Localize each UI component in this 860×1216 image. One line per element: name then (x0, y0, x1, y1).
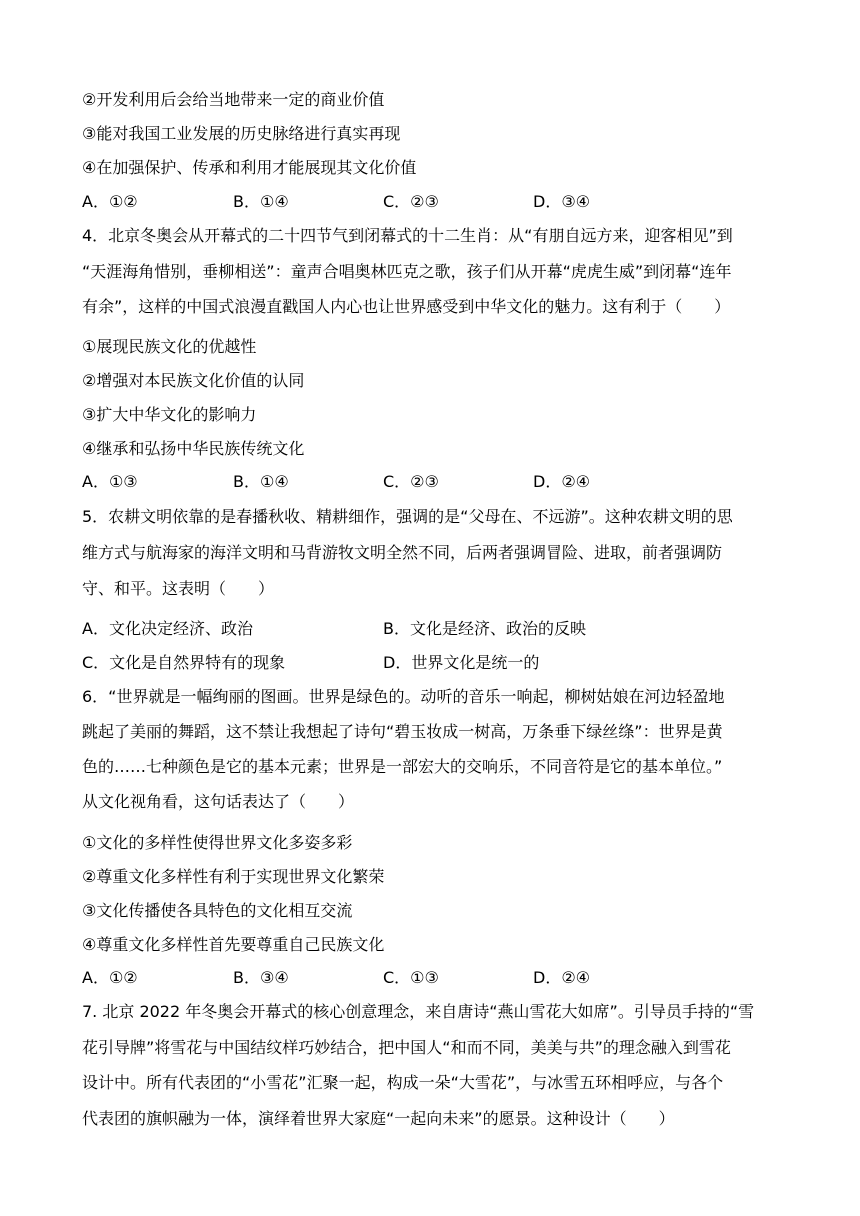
q4-option-d[interactable]: D．②④ (533, 472, 591, 491)
q6-option-a[interactable]: A．①② (82, 968, 138, 987)
q6-item-4: ④尊重文化多样性首先要尊重自己民族文化 (82, 935, 385, 954)
q6-item-2: ②尊重文化多样性有利于实现世界文化繁荣 (82, 867, 385, 886)
q7-stem-line-3: 设计中。所有代表团的“小雪花”汇聚一起，构成一朵“大雪花”，与冰雪五环相呼应，与各个 (82, 1073, 724, 1092)
q3-item-4: ④在加强保护、传承和利用才能展现其文化价值 (82, 158, 417, 177)
q3-option-d[interactable]: D．③④ (533, 192, 591, 211)
q5-stem-line-2: 维方式与航海家的海洋文明和马背游牧文明全然不同，后两者强调冒险、进取，前者强调防 (82, 543, 723, 562)
q3-option-c[interactable]: C．②③ (383, 192, 439, 211)
q3-option-a[interactable]: A．①② (82, 192, 138, 211)
q6-stem-line-2: 跳起了美丽的舞蹈，这不禁让我想起了诗句“碧玉妆成一树高，万条垂下绿丝绦”：世界是黄 (82, 722, 723, 741)
q7-stem-line-4: 代表团的旗帜融为一体，演绎着世界大家庭“一起向未来”的愿景。这种设计（ ） (82, 1109, 675, 1128)
q4-stem-line-1: 4．北京冬奥会从开幕式的二十四节气到闭幕式的十二生肖：从“有朋自远方来，迎客相见”到 (82, 226, 733, 245)
q3-item-2: ②开发利用后会给当地带来一定的商业价值 (82, 90, 385, 109)
q6-stem-line-4: 从文化视角看，这句话表达了（ ） (82, 792, 355, 811)
q4-item-3: ③扩大中华文化的影响力 (82, 405, 257, 424)
q4-option-c[interactable]: C．②③ (383, 472, 439, 491)
q4-stem-line-3: 有余”，这样的中国式浪漫直戳国人内心也让世界感受到中华文化的魅力。这有利于（ ） (82, 297, 731, 316)
q6-stem-line-3: 色的……七种颜色是它的基本元素；世界是一部宏大的交响乐，不同音符是它的基本单位。” (82, 757, 723, 776)
q6-option-b[interactable]: B．③④ (233, 968, 289, 987)
q4-stem-line-2: “天涯海角惜别，垂柳相送”：童声合唱奥林匹克之歌，孩子们从开幕“虎虎生威”到闭幕“连年 (82, 262, 732, 281)
q5-stem-line-1: 5．农耕文明依靠的是春播秋收、精耕细作，强调的是“父母在、不远游”。这种农耕文明的思 (82, 507, 733, 526)
q3-item-3: ③能对我国工业发展的历史脉络进行真实再现 (82, 124, 401, 143)
q4-item-1: ①展现民族文化的优越性 (82, 337, 257, 356)
q6-item-1: ①文化的多样性使得世界文化多姿多彩 (82, 833, 353, 852)
q5-option-d[interactable]: D．世界文化是统一的 (383, 653, 540, 672)
q7-stem-line-1: 7. 北京 2022 年冬奥会开幕式的核心创意理念，来自唐诗“燕山雪花大如席”。引导员手持的“雪 (82, 1002, 755, 1021)
q6-item-3: ③文化传播使各具特色的文化相互交流 (82, 901, 353, 920)
q6-option-d[interactable]: D．②④ (533, 968, 591, 987)
q5-stem-line-3: 守、和平。这表明（ ） (82, 579, 275, 598)
q7-stem-line-2: 花引导牌”将雪花与中国结纹样巧妙结合，把中国人“和而不同，美美与共”的理念融入到雪花 (82, 1038, 731, 1057)
q5-option-c[interactable]: C．文化是自然界特有的现象 (82, 653, 286, 672)
q3-option-b[interactable]: B．①④ (233, 192, 289, 211)
q4-item-2: ②增强对本民族文化价值的认同 (82, 371, 305, 390)
q4-option-b[interactable]: B．①④ (233, 472, 289, 491)
q4-option-a[interactable]: A．①③ (82, 472, 138, 491)
q6-option-c[interactable]: C．①③ (383, 968, 439, 987)
q5-option-a[interactable]: A．文化决定经济、政治 (82, 619, 253, 638)
q6-stem-line-1: 6．“世界就是一幅绚丽的图画。世界是绿色的。动听的音乐一响起，柳树姑娘在河边轻盈地 (82, 687, 725, 706)
q4-item-4: ④继承和弘扬中华民族传统文化 (82, 439, 305, 458)
q5-option-b[interactable]: B．文化是经济、政治的反映 (383, 619, 586, 638)
